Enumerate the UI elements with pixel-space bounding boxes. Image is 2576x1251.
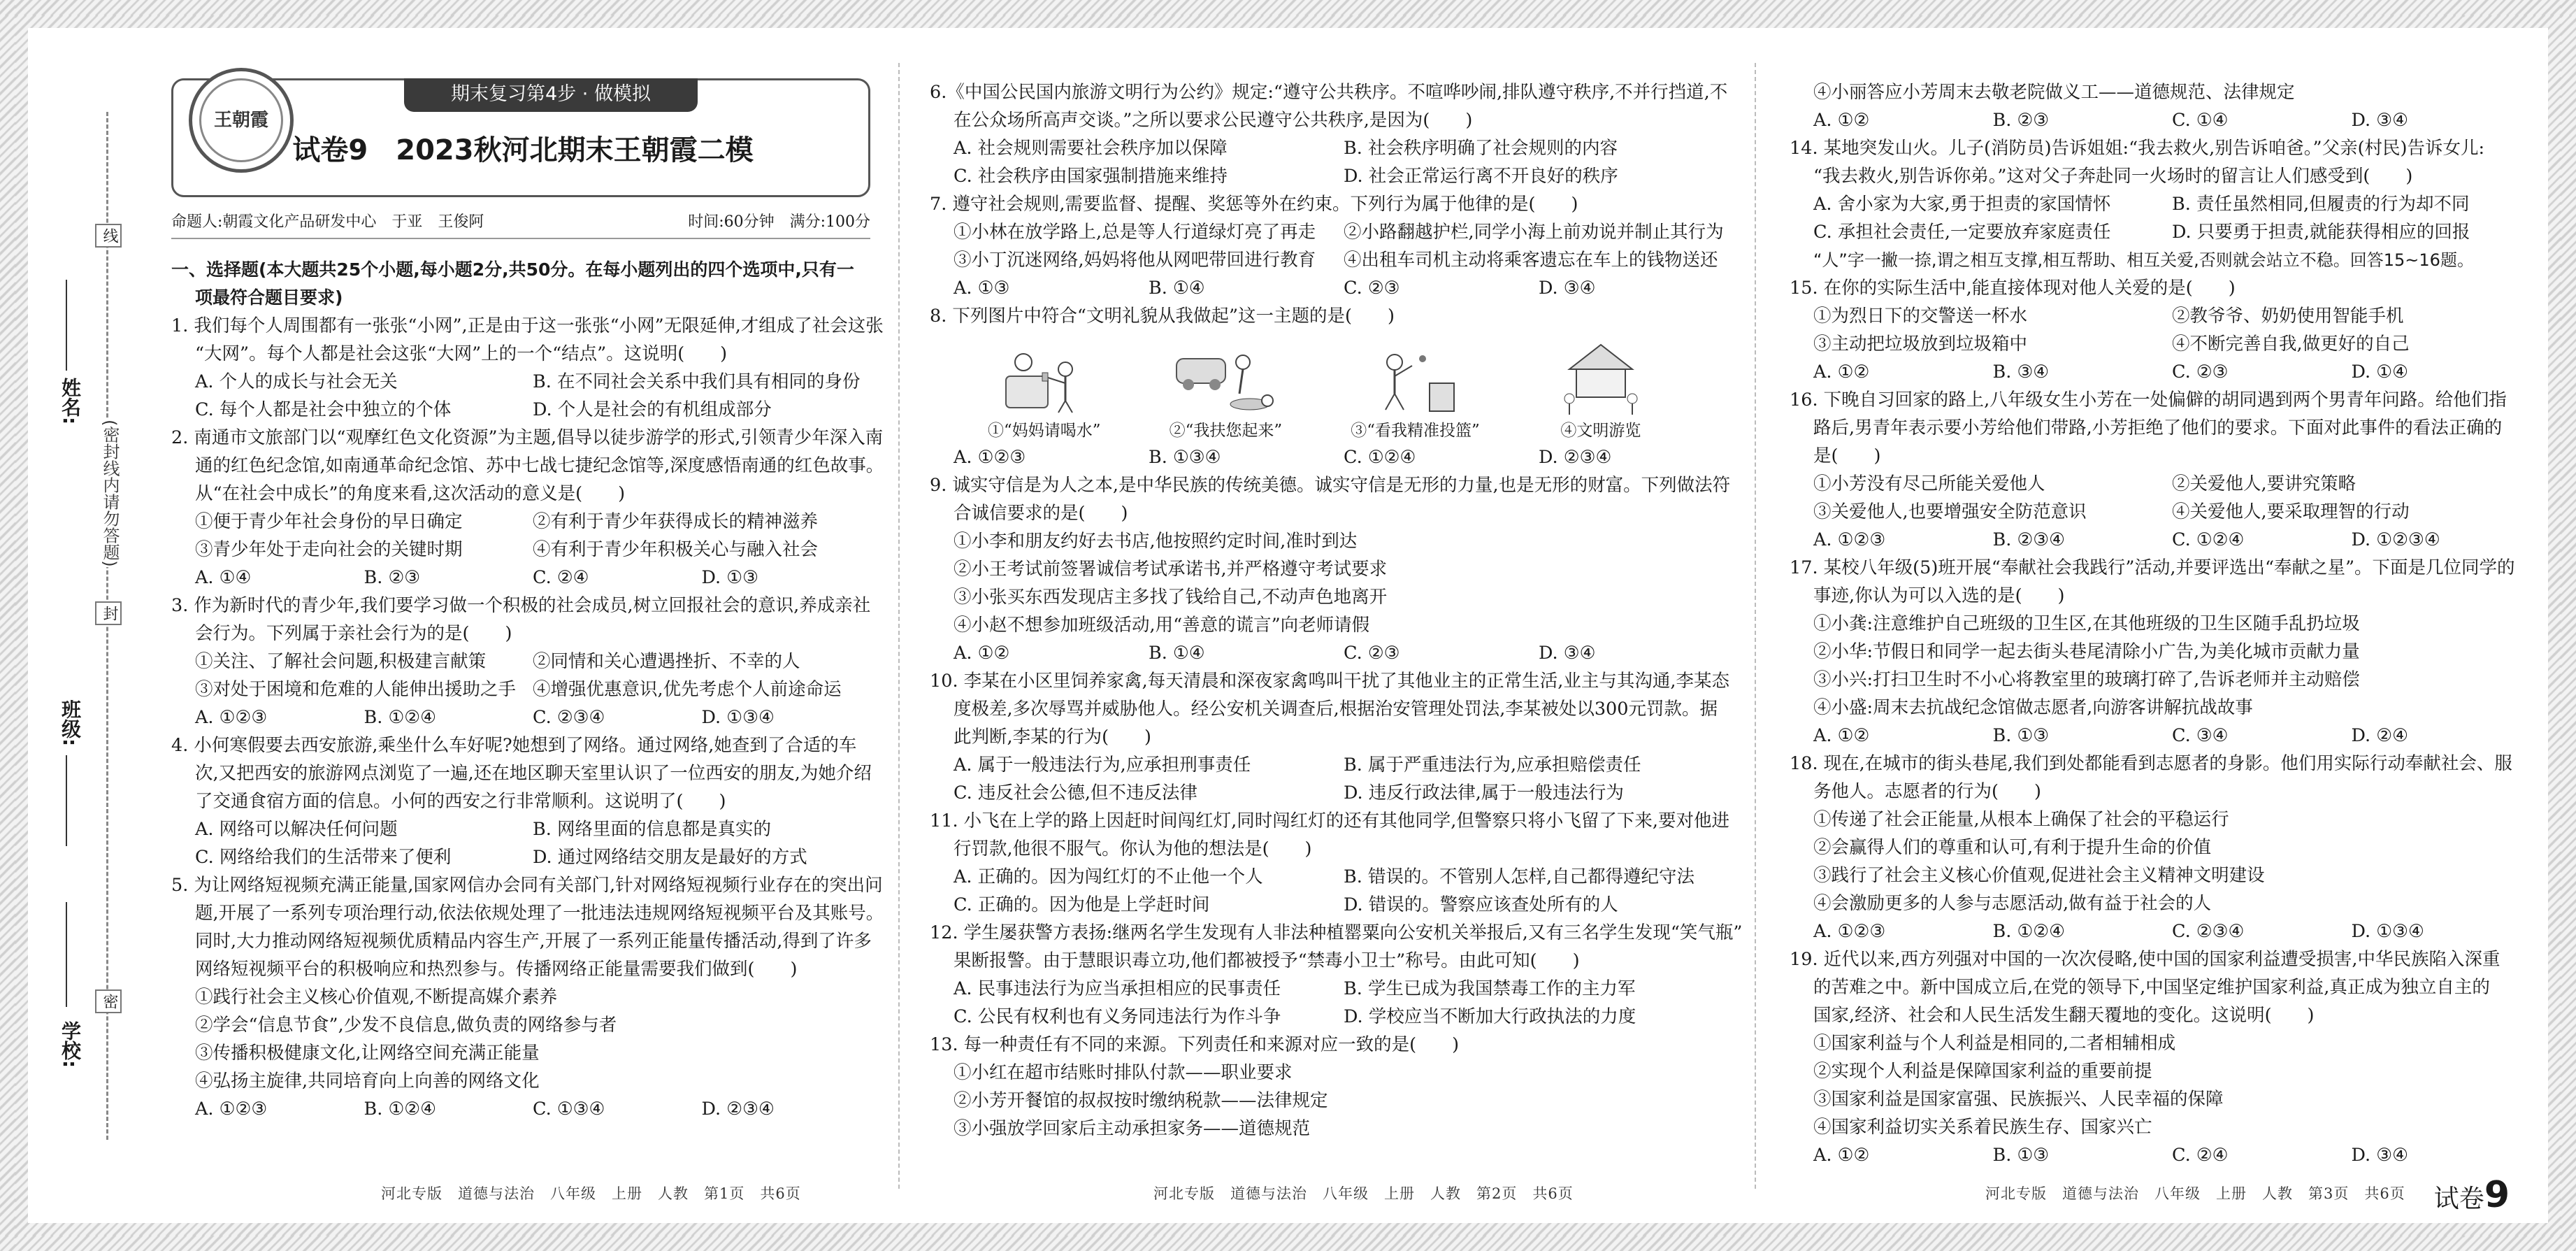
exam-header [171, 78, 870, 197]
q3-answers [171, 703, 870, 731]
q3-line: 3. 作为新时代的青少年,我们要学习做一个积极的社会成员,树立回报社会的意识,养成亲社 [171, 595, 871, 616]
item: ④增强优惠意识,优先考虑个人前途命运 [533, 679, 842, 700]
item: ③小丁沉迷网络,妈妈将他从网吧带回进行教育 [954, 250, 1316, 271]
q19-line: 19. 近代以来,西方列强对中国的一次次侵略,使中国的国家利益遭受损害,中华民族陷入深重 [1790, 949, 2501, 970]
item: ①小芳没有尽己所能关爱他人 [1813, 473, 2045, 494]
item: ②实现个人利益是保障国家利益的重要前提 [1813, 1061, 2152, 1082]
option: B. 网络里面的信息都是真实的 [533, 819, 771, 840]
q5-line: 同时,大力推动网络短视频优质精品内容生产,开展了一系列正能量传播活动,得到了许多 [195, 931, 872, 952]
q8-pictures [930, 334, 1688, 443]
item: ②关爱他人,要讲究策略 [2172, 473, 2356, 494]
answer: B. ②③④ [1992, 529, 2066, 550]
q16-answers [1790, 526, 2531, 554]
q4-line: 了交通食宿方面的信息。小何的西安之行非常顺利。这说明了( ) [195, 791, 726, 812]
q9-line: 9. 诚实守信是为人之本,是中华民族的传统美德。诚实守信是无形的力量,也是无形的财富。下列做法符 [930, 475, 1731, 496]
option: C. 承担社会责任,一定要放弃家庭责任 [1813, 222, 2111, 243]
answer: B. ②③ [1992, 110, 2050, 131]
option: D. 社会正常运行离不开良好的秩序 [1344, 166, 1618, 187]
answer: B. ③④ [1992, 362, 2050, 383]
item: ④弘扬主旋律,共同培育向上向善的网络文化 [195, 1071, 540, 1092]
item: ③小强放学回家后主动承担家务——道德规范 [954, 1118, 1311, 1139]
seal-tag-seal: 封 [95, 601, 122, 625]
seal-tag-line: 线 [95, 224, 122, 248]
option: A. 网络可以解决任何问题 [195, 819, 398, 840]
q2-line: 从“在社会中成长”的角度来看,这次活动的意义是( ) [195, 483, 626, 504]
answer: D. ①②③④ [2351, 529, 2440, 550]
q1-line: 1. 我们每个人周围都有一张张“小网”,正是由于这一张张“小网”无限延伸,才组成了社会这张 [171, 315, 884, 336]
item: ①国家利益与个人利益是相同的,二者相辅相成 [1813, 1033, 2176, 1054]
answer: B. ①②④ [364, 1099, 437, 1120]
q5-line: 网络短视频平台的积极响应和热烈参与。传播网络正能量需要我们做到( ) [195, 959, 798, 980]
q15-line: 15. 在你的实际生活中,能直接体现对他人关爱的是( ) [1790, 278, 2236, 299]
answer: A. ①②③ [954, 447, 1026, 468]
answer: A. ①② [1813, 110, 1870, 131]
column-3 [1790, 28, 2531, 1223]
answer: C. ①④ [2172, 110, 2229, 131]
option: A. 舍小家为大家,勇于担责的家国情怀 [1813, 194, 2111, 215]
item: ④小丽答应小芳周末去敬老院做义工——道德规范、法律规定 [1813, 82, 2295, 103]
option: B. 错误的。不管别人怎样,自己都得遵纪守法 [1344, 866, 1695, 887]
answer: A. ①②③ [195, 707, 268, 728]
option: C. 公民有权利也有义务同违法行为作斗争 [954, 1006, 1281, 1027]
item: ③对处于困境和危难的人能伸出援助之手 [195, 679, 517, 700]
item: ④小赵不想参加班级活动,用“善意的谎言”向老师请假 [954, 615, 1370, 636]
option: B. 在不同社会关系中我们具有相同的身份 [533, 371, 861, 392]
item: ①践行社会主义核心价值观,不断提高媒介素养 [195, 987, 558, 1008]
answer: D. ③④ [1539, 643, 1596, 664]
answer: D. ②③④ [1539, 447, 1612, 468]
item: ③国家利益是国家富强、民族振兴、人民幸福的保障 [1813, 1089, 2224, 1110]
option: C. 网络给我们的生活带来了便利 [195, 847, 452, 868]
answer: D. ①③④ [2351, 921, 2424, 942]
option: B. 社会秩序明确了社会规则的内容 [1344, 138, 1618, 159]
item: ②有利于青少年获得成长的精神滋养 [533, 511, 819, 532]
answer: D. ②④ [2351, 725, 2408, 746]
questions-3 [1790, 78, 2531, 1169]
logo-text: 王朝霞 [199, 78, 283, 162]
item: ②小华:节假日和同学一起去街头巷尾清除小广告,为美化城市贡献力量 [1813, 641, 2360, 662]
school-line [66, 902, 67, 1007]
q18-line: 务他人。志愿者的行为( ) [1813, 781, 2041, 802]
answer: A. ①③ [954, 278, 1010, 299]
q11-line: 行罚款,他很不服气。你认为他的想法是( ) [954, 838, 1312, 859]
q10-line: 度极差,多次辱骂并威胁他人。经公安机关调查后,根据治安管理处罚法,李某被处以300元罚款。据 [954, 699, 1718, 720]
item: ④会激励更多的人参与志愿活动,做有益于社会的人 [1813, 893, 2212, 914]
q5-line: 题,开展了一系列专项治理行动,依法依规处理了一批违法违规网络短视频平台及其账号。 [195, 903, 884, 924]
questions-2 [930, 78, 1743, 1143]
answer: C. ②④ [2172, 1145, 2229, 1166]
item: ①关注、了解社会问题,积极建言献策 [195, 651, 487, 672]
q18-answers [1790, 917, 2531, 945]
picture-4 [1548, 334, 1653, 443]
picture-1 [988, 334, 1101, 443]
page-footer: 河北专版 道德与法治 八年级 上册 人教 第3页 共6页 [1985, 1185, 2405, 1202]
q17-answers [1790, 722, 2531, 750]
item: ②学会“信息节食”,少发不良信息,做负责的网络参与者 [195, 1015, 617, 1036]
q14-options [1790, 190, 2531, 246]
answer: D. ③④ [1539, 278, 1596, 299]
exam-title: 试卷9 2023秋河北期末王朝霞二模 [292, 134, 754, 166]
throwing-trash-illustration [1363, 334, 1468, 418]
answer: C. ①②④ [1344, 447, 1416, 468]
answer: A. ①② [1813, 362, 1870, 383]
option: D. 通过网络结交朋友是最好的方式 [533, 847, 807, 868]
item: ③关爱他人,也要增强安全防范意识 [1813, 501, 2087, 522]
answer: D. ②③④ [701, 1099, 775, 1120]
q12-line: 果断报警。由于慧眼识毒立功,他们都被授予“禁毒小卫士”称号。由此可知( ) [954, 950, 1580, 971]
answer: A. ①②③ [1813, 921, 1886, 942]
item: ③小张买东西发现店主多找了钱给自己,不动声色地离开 [954, 587, 1388, 608]
item: ③青少年处于走向社会的关键时期 [195, 539, 463, 560]
option: C. 社会秩序由国家强制措施来维持 [954, 166, 1228, 187]
option: A. 民事违法行为应当承担相应的民事责任 [954, 978, 1281, 999]
item: ①为烈日下的交警送一杯水 [1813, 306, 2028, 327]
picture-caption: ①“妈妈请喝水” [988, 422, 1101, 440]
q16-items [1790, 470, 2531, 526]
section-heading: 一、选择题(本大题共25个小题,每小题2分,共50分。在每小题列出的四个选项中,只有一项最符合题目要求) [171, 259, 854, 308]
child-serving-water-illustration [992, 334, 1097, 418]
item: ②小路翻越护栏,同学小海上前劝说并制止其行为 [1344, 222, 1724, 243]
item: ④小盛:周末去抗战纪念馆做志愿者,向游客讲解抗战故事 [1813, 697, 2253, 718]
answer: D. ①④ [2351, 362, 2408, 383]
option: D. 学校应当不断加大行政执法的力度 [1344, 1006, 1636, 1027]
item: ②小芳开餐馆的叔叔按时缴纳税款——法律规定 [954, 1090, 1328, 1111]
q12-line: 12. 学生屡获警方表扬:继两名学生发现有人非法种植罂粟向公安机关举报后,又有三名学生发现“笑气瓶” [930, 922, 1743, 943]
answer: C. ②③ [1344, 643, 1400, 664]
q11-options [930, 863, 1734, 919]
picture-caption: ②“我扶您起来” [1169, 422, 1283, 440]
q3-items [171, 648, 870, 703]
item: ③践行了社会主义核心价值观,促进社会主义精神文明建设 [1813, 865, 2265, 886]
option: D. 只要勇于担责,就能获得相应的回报 [2172, 222, 2470, 243]
option: C. 每个人都是社会中独立的个体 [195, 399, 452, 420]
answer: D. ①③ [701, 567, 758, 588]
option: A. 个人的成长与社会无关 [195, 371, 398, 392]
name-line [66, 280, 67, 371]
shared-passage: “人”字一撇一捺,谓之相互支撑,相互帮助、相互关爱,否则就会站立不稳。回答15~16题。 [1813, 250, 2474, 270]
answer: C. ②③④ [533, 707, 605, 728]
option: D. 错误的。警察应该查处所有的人 [1344, 894, 1618, 915]
q7-items [930, 218, 1734, 274]
q4-line: 4. 小何寒假要去西安旅游,乘坐什么车好呢?她想到了网络。通过网络,她查到了合适的车 [171, 735, 857, 756]
item: ④出租车司机主动将乘客遗忘在车上的钱物送还 [1344, 250, 1718, 271]
item: ①小林在放学路上,总是等人行道绿灯亮了再走 [954, 222, 1316, 243]
option: A. 正确的。因为闯红灯的不止他一个人 [954, 866, 1263, 887]
q19-answers [1790, 1141, 2531, 1169]
q15-items [1790, 302, 2531, 358]
q6-line: 在公众场所高声交谈。”之所以要求公民遵守公共秩序,是因为( ) [954, 110, 1473, 131]
exam-tag-label: 试卷 [2433, 1185, 2484, 1213]
q2-items [171, 508, 870, 564]
option: C. 违反社会公德,但不违反法律 [954, 782, 1197, 803]
q10-options [930, 751, 1734, 807]
page-footer: 河北专版 道德与法治 八年级 上册 人教 第2页 共6页 [1153, 1185, 1574, 1202]
answer: B. ①④ [1149, 278, 1205, 299]
exam-tag-number: 9 [2484, 1174, 2510, 1216]
item: ④国家利益切实关系着民族生存、国家兴亡 [1813, 1117, 2152, 1138]
answer: A. ①②③ [195, 1099, 268, 1120]
exam-number-tag [2433, 1174, 2510, 1216]
civilized-sightseeing-illustration [1548, 334, 1653, 418]
option: A. 属于一般违法行为,应承担刑事责任 [954, 755, 1251, 775]
q2-line: 2. 南通市文旅部门以“观摩红色文化资源”为主题,倡导以徒步游学的形式,引领青少年深入南 [171, 427, 884, 448]
column-divider [898, 63, 900, 1189]
q18-line: 18. 现在,在城市的街头巷尾,我们到处都能看到志愿者的身影。他们用实际行动奉献社会、服 [1790, 753, 2512, 774]
seal-notice: (密封线内请勿答题) [98, 420, 122, 567]
questions-1 [171, 256, 884, 1123]
item: ④关爱他人,要采取理智的行动 [2172, 501, 2410, 522]
answer: A. ①② [1813, 725, 1870, 746]
option: D. 个人是社会的有机组成部分 [533, 399, 772, 420]
item: ②小王考试前签署诚信考试承诺书,并严格遵守考试要求 [954, 559, 1388, 580]
q11-line: 11. 小飞在上学的路上因赶时间闯红灯,同时闯红灯的还有其他同学,但警察只将小飞留了下来,要对他进 [930, 810, 1729, 831]
item: ③传播积极健康文化,让网络空间充满正能量 [195, 1043, 540, 1064]
item: ④不断完善自我,做更好的自己 [2172, 334, 2410, 355]
class-line [66, 755, 67, 846]
answer: B. ①④ [1149, 643, 1205, 664]
answer: D. ③④ [2351, 110, 2408, 131]
q9-line: 合诚信要求的是( ) [954, 503, 1128, 524]
answer: C. ②③ [2172, 362, 2229, 383]
item: ①小红在超市结账时排队付款——职业要求 [954, 1062, 1293, 1083]
binding-strip [28, 28, 133, 1223]
answer: A. ①② [1813, 1145, 1870, 1166]
q13-line: 13. 每一种责任有不同的来源。下列责任和来源对应一致的是( ) [930, 1034, 1460, 1055]
q16-line: 是( ) [1813, 445, 1881, 466]
answer: C. ①③④ [533, 1099, 605, 1120]
item: ②教爷爷、奶奶使用智能手机 [2172, 306, 2404, 327]
q5-line: 5. 为让网络短视频充满正能量,国家网信办会同有关部门,针对网络短视频行业存在的突出问 [171, 875, 883, 896]
answer: A. ①② [954, 643, 1010, 664]
q2-answers [171, 564, 870, 592]
q7-answers [930, 274, 1734, 302]
q15-answers [1790, 358, 2531, 386]
q19-line: 的苦难之中。新中国成立后,在党的领导下,中国坚定维护国家利益,真正成为独立自主的 [1813, 977, 2490, 998]
item: ①便于青少年社会身份的早日确定 [195, 511, 463, 532]
answer: B. ①③④ [1149, 447, 1221, 468]
q17-line: 事迹,你认为可以入选的是( ) [1813, 585, 2065, 606]
answer: C. ③④ [2172, 725, 2229, 746]
q8-answers [930, 443, 1734, 471]
name-label: 姓名: [59, 378, 82, 425]
column-divider [1755, 63, 1756, 1189]
answer: B. ①③ [1992, 1145, 2050, 1166]
answer: C. ②④ [533, 567, 589, 588]
item: ③主动把垃圾放到垃圾箱中 [1813, 334, 2028, 355]
option: B. 责任虽然相同,但履责的行为却不同 [2172, 194, 2470, 215]
option: C. 正确的。因为他是上学赶时间 [954, 894, 1210, 915]
answer: D. ①③④ [701, 707, 775, 728]
q10-line: 此判断,李某的行为( ) [954, 727, 1152, 748]
helping-fallen-person-illustration [1173, 334, 1278, 418]
q14-line: “我去救火,别告诉你弟。”这对父子奔赴同一火场时的留言让人们感受到( ) [1813, 166, 2413, 187]
item: ②会赢得人们的尊重和认可,有利于提升生命的价值 [1813, 837, 2212, 858]
q2-line: 通的红色纪念馆,如南通革命纪念馆、苏中七战七捷纪念馆等,深度感悟南通的红色故事。 [195, 455, 884, 476]
q1-line: “大网”。每个人都是社会这张“大网”上的一个“结点”。这说明( ) [195, 343, 728, 364]
picture-3 [1351, 334, 1480, 443]
q17-line: 17. 某校八年级(5)班开展“奉献社会我践行”活动,并要评选出“奉献之星”。下面是几位同学的 [1790, 557, 2515, 578]
header-rule [171, 238, 870, 239]
option: B. 属于严重违法行为,应承担赔偿责任 [1344, 755, 1641, 775]
answer: C. ②③ [1344, 278, 1400, 299]
seal-tag-mi: 密 [95, 989, 122, 1013]
school-label: 学校: [59, 1021, 82, 1068]
column-1 [171, 28, 884, 1223]
answer: A. ①②③ [1813, 529, 1886, 550]
answer: C. ①②④ [2172, 529, 2245, 550]
step-badge: 期末复习第4步 · 做模拟 [404, 78, 698, 112]
q4-options [171, 815, 870, 871]
item: ①传递了社会正能量,从根本上确保了社会的平稳运行 [1813, 809, 2229, 830]
option: B. 学生已成为我国禁毒工作的主力军 [1344, 978, 1636, 999]
class-label: 班级: [59, 699, 82, 747]
q16-line: 16. 下晚自习回家的路上,八年级女生小芳在一处偏僻的胡同遇到两个男青年问路。给他们指 [1790, 389, 2507, 410]
picture-caption: ③“看我精准投篮” [1351, 422, 1480, 440]
item: ④有利于青少年积极关心与融入社会 [533, 539, 819, 560]
q1-options [171, 368, 870, 424]
q19-line: 国家,经济、社会和人民生活发生翻天覆地的变化。这说明( ) [1813, 1005, 2315, 1026]
answer: B. ①②④ [1992, 921, 2066, 942]
item: ②同情和关心遭遇挫折、不幸的人 [533, 651, 800, 672]
picture-2 [1170, 334, 1283, 443]
item: ③小兴:打扫卫生时不小心将教室里的玻璃打碎了,告诉老师并主动赔偿 [1813, 669, 2360, 690]
q9-answers [930, 639, 1734, 667]
answer: D. ③④ [2351, 1145, 2408, 1166]
answer: C. ②③④ [2172, 921, 2245, 942]
answer: A. ①④ [195, 567, 252, 588]
q8-line: 8. 下列图片中符合“文明礼貌从我做起”这一主题的是( ) [930, 306, 1395, 327]
q14-line: 14. 某地突发山火。儿子(消防员)告诉姐姐:“我去救火,别告诉咱爸。”父亲(村民)告诉女儿: [1790, 138, 2485, 159]
time-score: 时间:60分钟 满分:100分 [688, 213, 870, 231]
item: ①小李和朋友约好去书店,他按照约定时间,准时到达 [954, 531, 1358, 552]
answer: B. ②③ [364, 567, 421, 588]
picture-caption: ④文明游览 [1560, 422, 1641, 440]
item: ①小龚:注意维护自己班级的卫生区,在其他班级的卫生区随手乱扔垃圾 [1813, 613, 2360, 634]
page [28, 28, 2548, 1223]
q6-options [930, 134, 1734, 190]
q4-line: 次,又把西安的旅游网点浏览了一遍,还在地区聊天室里认识了一位西安的朋友,为她介绍 [195, 763, 872, 784]
option: A. 社会规则需要社会秩序加以保障 [954, 138, 1228, 159]
q5-answers [171, 1095, 870, 1123]
q13-answers [1790, 106, 2531, 134]
column-2 [930, 28, 1743, 1223]
answer: B. ①②④ [364, 707, 437, 728]
q16-line: 路后,男青年表示要小芳给他们带路,小芳拒绝了他们的要求。下面对此事件的看法正确的 [1813, 417, 2503, 438]
q3-line: 会行为。下列属于亲社会行为的是( ) [195, 623, 512, 644]
q6-line: 6.《中国公民国内旅游文明行为公约》规定:“遵守公共秩序。不喧哗吵闹,排队遵守秩序,不并行挡道,不 [930, 82, 1728, 103]
q12-options [930, 975, 1734, 1031]
answer: B. ①③ [1992, 725, 2050, 746]
authors: 命题人:朝霞文化产品研发中心 于亚 王俊阿 [171, 213, 484, 231]
seal-line [106, 112, 108, 1140]
page-footer: 河北专版 道德与法治 八年级 上册 人教 第1页 共6页 [381, 1185, 801, 1202]
q7-line: 7. 遵守社会规则,需要监督、提醒、奖惩等外在约束。下列行为属于他律的是( ) [930, 194, 1578, 215]
q10-line: 10. 李某在小区里饲养家禽,每天清晨和深夜家禽鸣叫干扰了其他业主的正常生活,业主与其沟通,李某态 [930, 671, 1729, 692]
option: D. 违反行政法律,属于一般违法行为 [1344, 782, 1624, 803]
